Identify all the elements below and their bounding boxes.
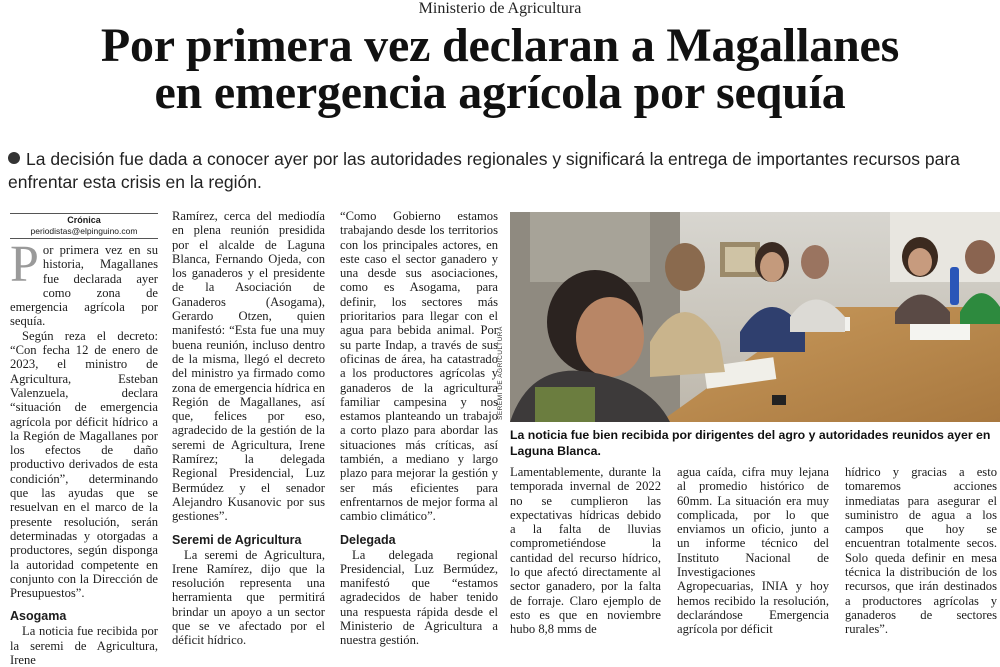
- lead-paragraph: [10, 236, 158, 329]
- article-column-2: [172, 209, 325, 648]
- article-column-4: [510, 465, 661, 637]
- photo-credit: SEREMI DE AGRICULTURA: [497, 326, 504, 420]
- paragraph: Ramírez, cerca del mediodía en plena reunión presidida por el alcalde de Laguna Blanca, Fernando Ojeda, con los ganaderos y el presidente de la Asociación de Ganaderos (Asogama), Gerardo Otzen, quien manifestó: “Esta fue una muy buena reunión, incluso dentro de la misma, llegó el decreto del ministro ya firmado como zona de emergencia hídrica en Región de Magallanes, así que, felices por eso, agradecido de la gestión de la seremi de Agricultura, Irene Ramírez; la delegada Regional Presidencial, Luz Bermúdez y el senador Alejandro Kusanovic por sus gestiones”.: [172, 209, 325, 524]
- paragraph: La delegada regional Presidencial, Luz Bermúdez, manifestó que “estamos agradecidos de haber tenido una respuesta rápida desde el Ministerio de Agricultura a nuestra gestión.: [340, 547, 498, 648]
- paragraph: hídrico y gracias a esto tomaremos acciones inmediatas para asegurar el suministro de agua a los campos que hoy se encuentran totalmente secos. Solo queda definir en mesa técnica la distribución de los recursos, que irán destinados a productores agrícolas y ganaderos de sectores rurales”.: [845, 465, 997, 637]
- article-column-6: [845, 465, 997, 637]
- paragraph: “Como Gobierno estamos trabajando desde los territorios con los principales actores, en este caso el sector ganadero y una desde sus asociaciones, como es Asogama, para definir, los sectores más prioritarios para llegar con el agua para bebida animal. Por su parte Indap, a través de sus oficinas de área, ha catastrado a los productores agrícolas y ganaderos de la agricultura familiar campesina y nos estamos planteando un trabajo a corto plazo para abordar las situaciones más críticas, así también, a mediano y largo plazo para mejorar la gestión y ser más eficientes para enfrentarnos de mejor forma al cambio climático”.: [340, 209, 498, 524]
- article-column-3: [340, 209, 498, 648]
- article-photo: [510, 212, 1000, 422]
- meeting-photo-illustration: [510, 212, 1000, 422]
- subheading-asogama: Asogama: [10, 609, 67, 624]
- byline-email: periodistas@elpinguino.com: [30, 226, 138, 236]
- deck-text: La decisión fue dada a conocer ayer por las autoridades regionales y significará la entrega de importantes recursos para enfrentar esta crisis en la región.: [8, 149, 960, 192]
- photo-caption: La noticia fue bien recibida por dirigentes del agro y autoridades reunidos ayer en Laguna Blanca.: [510, 428, 991, 458]
- lead-text: or primera vez en su historia, Magallanes fue declarada ayer como zona de emergencia agrícola por sequía.: [10, 243, 158, 329]
- drop-cap: P: [10, 236, 39, 293]
- subheading-seremi: Seremi de Agricultura: [172, 532, 302, 547]
- headline-line-2: en emergencia agrícola por sequía: [154, 66, 846, 119]
- byline-section: Crónica: [67, 215, 101, 225]
- paragraph: Lamentablemente, durante la temporada invernal de 2022 no se cumplieron las expectativas hídricas debido a la falta de lluvias comprometiéndose la cantidad del recurso hídrico, lo que afectó directamente al sector ganadero, por la falta de forraje. Claro ejemplo de esto es que en noviembre hubo 8,8 mms de: [510, 465, 661, 637]
- paragraph: La noticia fue recibida por la seremi de Agricultura, Irene: [10, 624, 158, 667]
- paragraph: agua caída, cifra muy lejana al promedio histórico de 60mm. La situación era muy complicada, por lo que enviamos un oficio, junto a un informe técnico del Instituto Nacional de Investigaciones Agropecuarias, INIA y hoy hemos recibido la resolución, declarándose Emergencia agrícola por déficit: [677, 465, 829, 637]
- deck: [8, 148, 992, 194]
- section-kicker: Ministerio de Agricultura: [418, 0, 582, 17]
- subheading-delegada: Delegada: [340, 532, 396, 547]
- bullet-icon: [8, 152, 20, 164]
- article-column-1: [10, 236, 158, 667]
- headline: [0, 19, 1000, 119]
- paragraph: La seremi de Agricultura, Irene Ramírez, dijo que la resolución representa una herramienta que permitirá brindar un apoyo a un sector que se ve afectado por el déficit hídrico.: [172, 547, 325, 648]
- headline-line-1: Por primera vez declaran a Magallanes: [100, 19, 900, 72]
- article-column-5: [677, 465, 829, 637]
- paragraph: Según reza el decreto: “Con fecha 12 de enero de 2023, el ministro de Agricultura, Esteban Valenzuela, declara “situación de emergencia agrícola por déficit hídrico a la Región de Magallanes por los efectos de daño productivo derivados de esta condición”, determinando que las ayudas que se resuelvan en el marco de la presente resolución, serán determinadas y otorgadas a productores, según disponga la autoridad competente en conjunto con la Dirección de Presupuestos”.: [10, 328, 158, 601]
